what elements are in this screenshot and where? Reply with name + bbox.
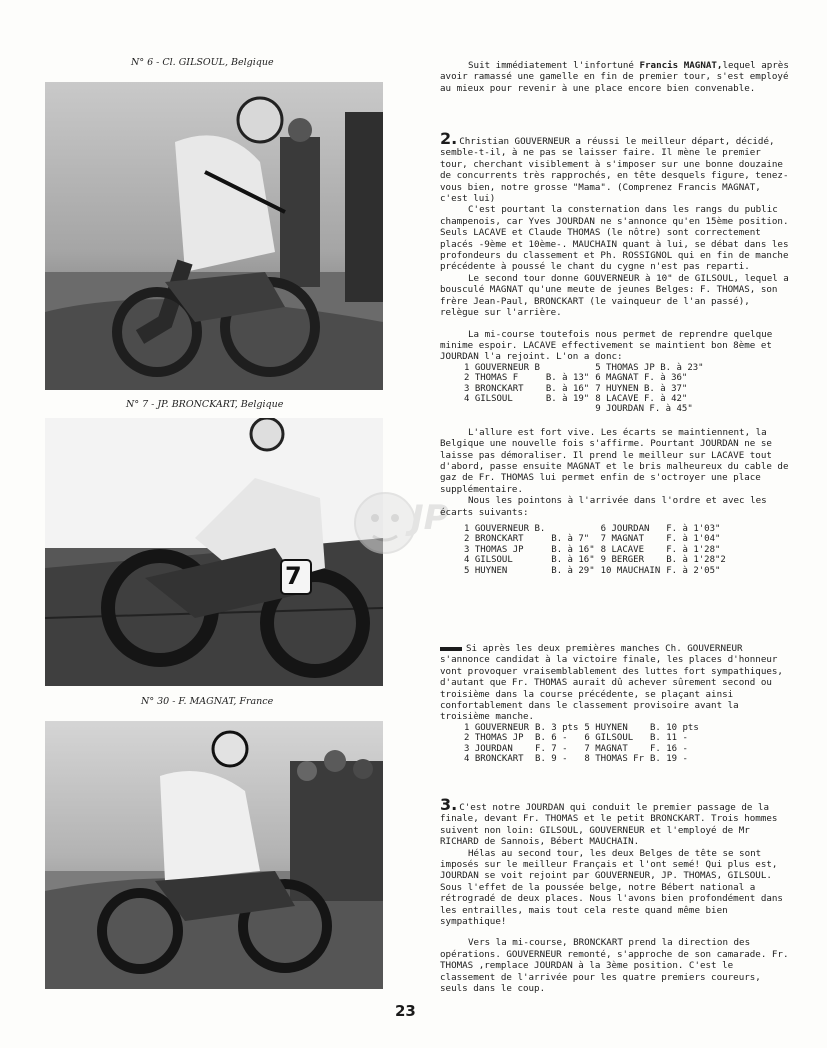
table-row: 5 HUYNEN B. à 29" 10 MAUCHAIN F. à 2'05" [464, 565, 721, 576]
provisional-standings-table [464, 723, 705, 765]
arrival-standings-table [464, 524, 732, 576]
photo-bronckart [45, 418, 383, 686]
table-row: 3 JOURDAN F. 7 - 7 MAGNAT F. 16 - [464, 743, 688, 754]
photo-gilsoul [45, 82, 383, 390]
race-number-plate: 7 [285, 562, 302, 590]
section-2-p5: L'allure est fort vive. Les écarts se maintiennent, la Belgique une nouvelle fois s'affirme. Pourtant JOURDAN ne se laisse pas démoraliser. Il prend le meilleur sur LACAVE tout d'abord, passe ensuite MAGNAT et le bris malheureux du cable de gaz de Fr. THOMAS lui permet enfin de s'octroyer une place supplémentaire. [440, 426, 795, 495]
section-2-p6: Nous les pointons à l'arrivée dans l'ordre et avec les écarts suivants: [440, 495, 773, 518]
table-row: 2 BRONCKART B. à 7" 7 MAGNAT F. à 1'04" [464, 534, 721, 545]
section-3-p2: Hélas au second tour, les deux Belges de tête se sont imposés sur le meilleur Français et l'ont semé! Qui plus est, JOURDAN se voit rejoint par GOUVERNEUR, JP. THOMAS, GILSOUL. Sous l'effet de la poussée belge, notre Bébert national a rétrogradé de deux places. Nous l'avons bien profondément dans les entrailles, mais tout cela reste quand même bien sympathique! [440, 847, 789, 928]
table-row: 3 THOMAS JP B. à 16" 8 LACAVE F. à 1'28" [464, 544, 721, 555]
page-number: 23 [395, 1002, 416, 1020]
table-row: 1 GOUVERNEUR B. 3 pts 5 HUYNEN B. 10 pts [464, 722, 699, 733]
article-intro [440, 60, 795, 94]
jp-watermark [345, 478, 455, 568]
photo-caption-gilsoul: N° 6 - Cl. GILSOUL, Belgique [131, 57, 274, 68]
section-2-p3: Le second tour donne GOUVERNEUR à 10" de GILSOUL, lequel a bousculé MAGNAT qu'une meute de jeunes Belges: F. THOMAS, son frère Jean-Paul, BRONCKART (le vainqueur de l'an passé), relègue sur l'arrière. [440, 272, 795, 319]
table-row: 4 BRONCKART B. 9 - 8 THOMAS Fr B. 19 - [464, 754, 688, 765]
photo-caption-magnat: N° 30 - F. MAGNAT, France [141, 696, 274, 707]
table-row: 9 JOURDAN F. à 45" [595, 404, 693, 415]
watermark-text: JP [411, 498, 449, 538]
section-2-p4: La mi-course toutefois nous permet de reprendre quelque minime espoir. LACAVE effectivement se maintient bon 8ème et JOURDAN l'a rejoint. L'on a donc: [440, 328, 778, 363]
section-3 [440, 795, 795, 995]
section-2-p2: C'est pourtant la consternation dans les rangs du public champenois, car Yves JOURDAN ne s'annonce qu'en 15ème position. Seuls LACAVE et Claude THOMAS (le nôtre) sont correctement placés -9ème et 10ème-. MAUCHAIN quant à lui, se débat dans les profondeurs du classement et Ph. ROSSIGNOL qui en fin de manche précédente à poussé le chant du cygne n'est pas reparti. [440, 204, 795, 273]
table-row: 1 GOUVERNEUR B. 6 JOURDAN F. à 1'03" [464, 524, 721, 534]
section-3-p3: Vers la mi-course, BRONCKART prend la direction des opérations. GOUVERNEUR remonté, s'approche de son camarade. Fr. THOMAS ,remplace JOURDAN à la 3ème position. C'est le classement de l'arrivée pour les quatre premiers coureurs, seuls dans le coup. [440, 937, 795, 995]
table-row: 2 THOMAS JP B. 6 - 6 GILSOUL B. 11 - [464, 733, 688, 744]
photo-caption-bronckart: N° 7 - JP. BRONCKART, Belgique [126, 399, 284, 410]
table-row: 4 GILSOUL B. à 16" 9 BERGER B. à 1'28"2 [464, 555, 726, 566]
section-provisional-p1: Si après les deux premières manches Ch. GOUVERNEUR s'annonce candidat à la victoire finale, les places d'honneur vont provoquer vraisemblablement des luttes fort sympathiques, d'autant que Fr. THOMAS aurait dû achever sûrement second ou troisième dans la course précédente, se plaçant ainsi confortablement dans le classement provisoire avant la troisième manche. [440, 643, 789, 723]
table-row: 2 THOMAS F B. à 13" 6 MAGNAT F. à 36" [464, 373, 688, 384]
photo-magnat [45, 721, 383, 989]
section-2-p1: 2. Christian GOUVERNEUR a réussi le meilleur départ, décidé, semble-t-il, à ne pas se laisser faire. Il mène le premier tour, cherchant visiblement à s'imposer sur une bonne douzaine de concurrents très rapprochés, en tête desquels figure, tenez-vous bien, notre grosse "Mama". (Comprenez Francis MAGNAT, c'est lui) [440, 129, 789, 205]
intro-paragraph: Suit immédiatement l'infortuné Francis MAGNAT,lequel après avoir ramassé une gamelle en fin de premier tour, s'est employé au mieux pour revenir à une place encore bien convenable. [440, 60, 795, 94]
section-3-p1: 3. C'est notre JOURDAN qui conduit le premier passage de la finale, devant Fr. THOMAS et le petit BRONCKART. Trois hommes suivent non loin: GILSOUL, GOUVERNEUR et l'employé de Mr RICHARD de Sannois, Bébert MAUCHAIN. [440, 795, 783, 848]
midrace-standings-table [464, 363, 710, 415]
section-2 [440, 129, 795, 576]
section-2-marker: 2. [440, 129, 458, 148]
section-provisional [440, 643, 790, 764]
table-row: 4 GILSOUL B. à 19" 8 LACAVE F. à 42" [464, 393, 688, 404]
section-dash-marker [440, 647, 462, 651]
table-row: 1 GOUVERNEUR B 5 THOMAS JP B. à 23" [464, 362, 704, 373]
section-3-marker: 3. [440, 795, 458, 814]
table-row: 3 BRONCKART B. à 16" 7 HUYNEN B. à 37" [464, 383, 688, 394]
